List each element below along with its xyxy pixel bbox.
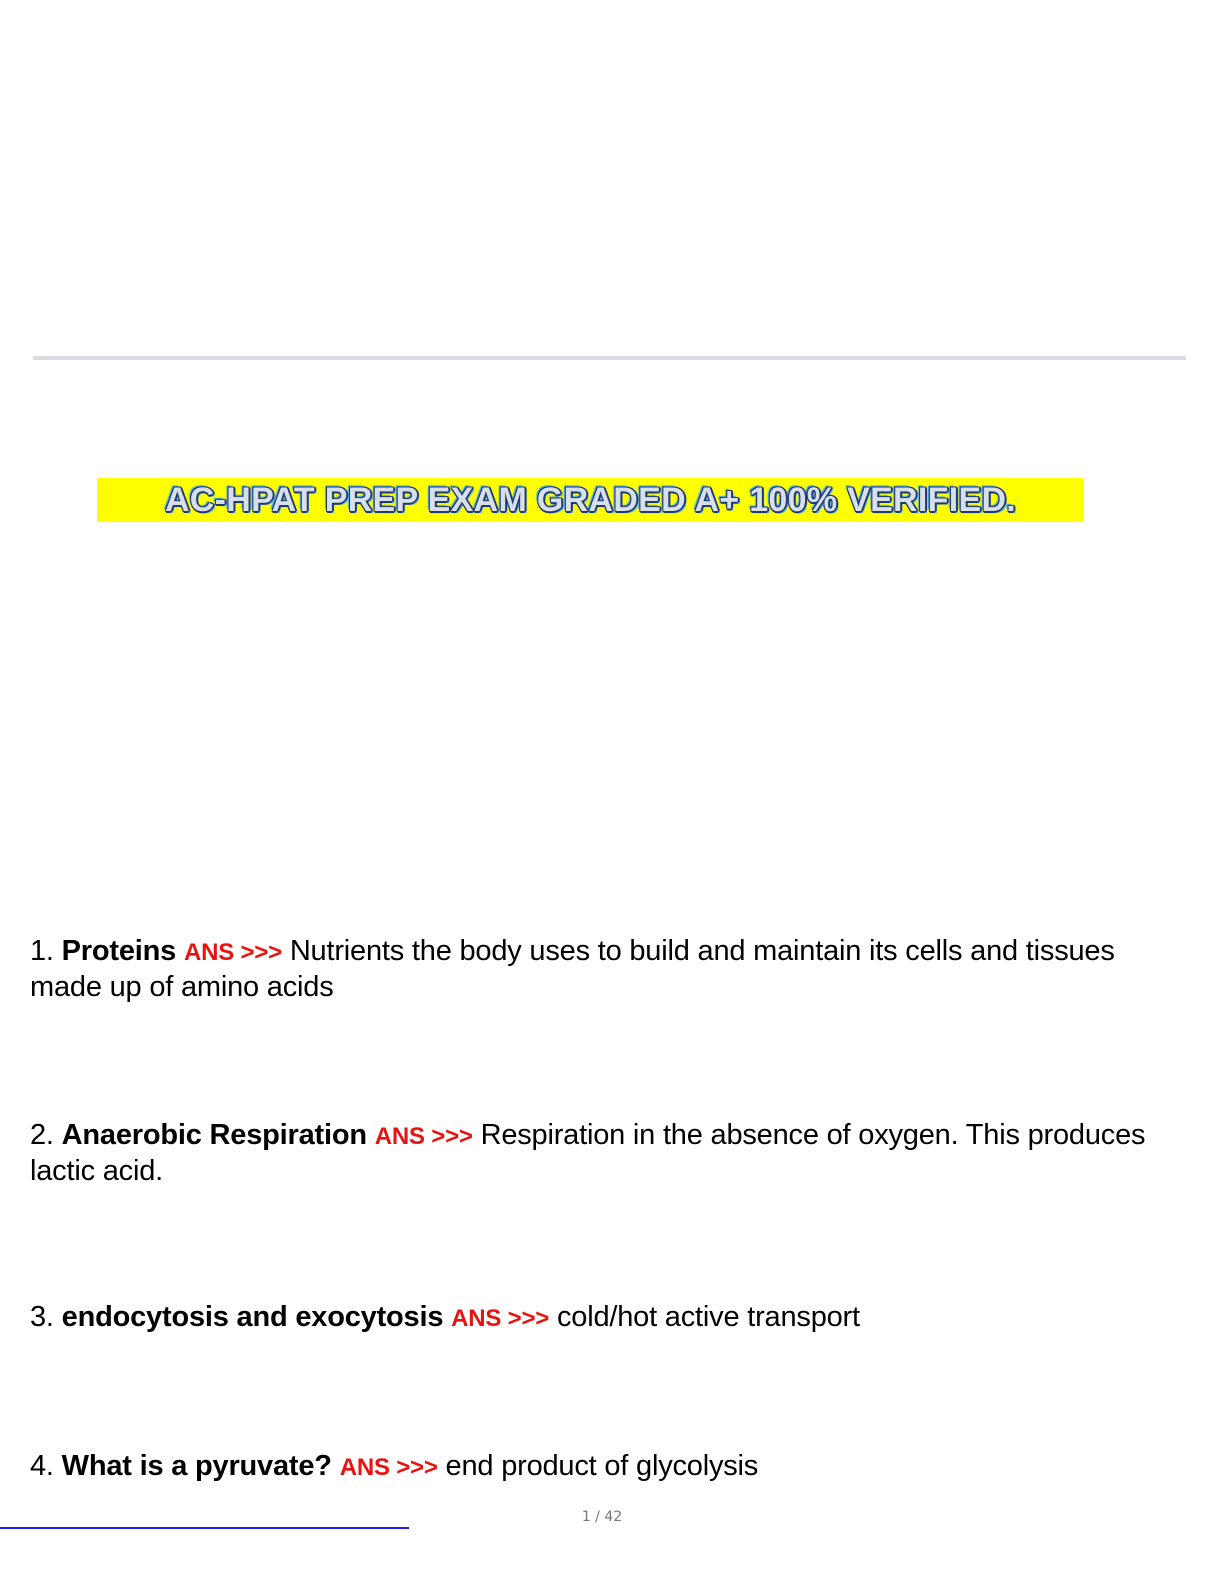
ans-marker: ANS >>> [374, 1123, 473, 1150]
qa-item-1 [30, 934, 1150, 1005]
item-term: Proteins [61, 935, 177, 967]
page-number: 1 / 42 [581, 1509, 623, 1525]
item-term: endocytosis and exocytosis [61, 1301, 444, 1333]
header-divider [33, 356, 1186, 360]
item-answer: Nutrients the body uses to build and maintain its cells and tissues made up of amino acids [30, 935, 1115, 1003]
item-answer: Respiration in the absence of oxygen. This produces lactic acid. [30, 1119, 1146, 1187]
item-term: What is a pyruvate? [61, 1450, 332, 1482]
item-term: Anaerobic Respiration [61, 1119, 367, 1151]
item-number: 3. [30, 1301, 54, 1333]
ans-marker: ANS >>> [183, 939, 282, 966]
qa-item-4 [30, 1449, 1150, 1485]
document-title: AC-HPAT PREP EXAM GRADED A+ 100% VERIFIED. [164, 481, 1017, 519]
item-number: 1. [30, 935, 54, 967]
qa-item-3 [30, 1300, 1150, 1336]
item-number: 4. [30, 1450, 54, 1482]
qa-item-2 [30, 1118, 1150, 1189]
item-number: 2. [30, 1119, 54, 1151]
ans-marker: ANS >>> [339, 1454, 438, 1481]
ans-marker: ANS >>> [451, 1305, 550, 1332]
item-answer: end product of glycolysis [445, 1450, 759, 1482]
item-answer: cold/hot active transport [556, 1301, 860, 1333]
title-highlight [97, 478, 1084, 522]
footer-link-line[interactable] [0, 1527, 409, 1529]
